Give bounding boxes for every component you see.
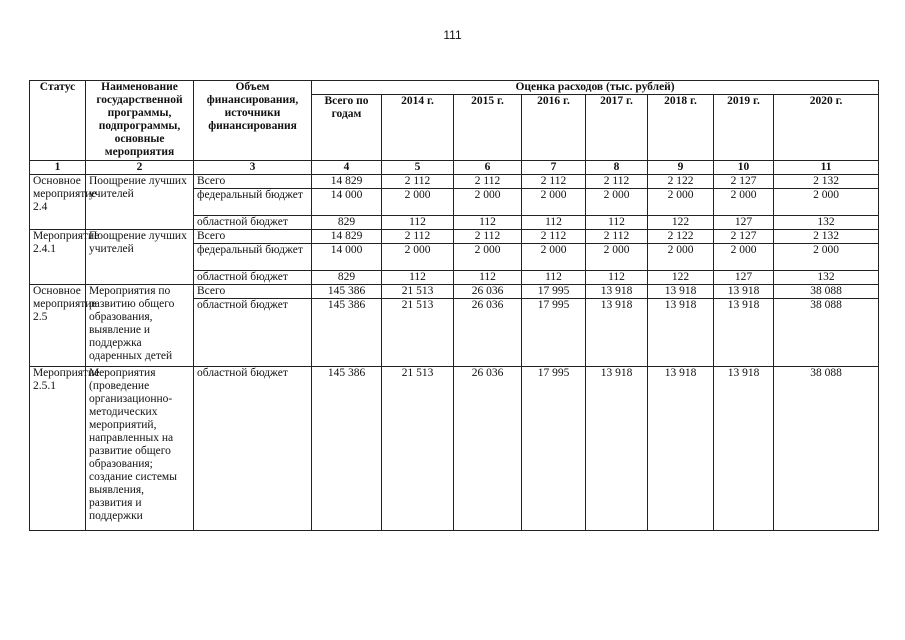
funding-source-cell: федеральный бюджет	[194, 244, 312, 271]
total-value-cell: 145 386	[312, 285, 382, 299]
year-value-cell: 112	[454, 271, 522, 285]
year-value-cell: 2 000	[648, 244, 714, 271]
column-number: 5	[382, 161, 454, 175]
year-value-cell: 38 088	[774, 299, 879, 367]
year-value-cell: 2 122	[648, 230, 714, 244]
year-value-cell: 112	[382, 216, 454, 230]
year-value-cell: 17 995	[522, 299, 586, 367]
year-value-cell: 2 112	[454, 230, 522, 244]
funding-source-cell: Всего	[194, 230, 312, 244]
year-value-cell: 2 132	[774, 175, 879, 189]
column-number: 3	[194, 161, 312, 175]
year-value-cell: 2 112	[454, 175, 522, 189]
funding-source-cell: Всего	[194, 175, 312, 189]
year-value-cell: 2 000	[382, 189, 454, 216]
year-value-cell: 132	[774, 271, 879, 285]
status-cell: Основное мероприятие 2.5	[30, 285, 86, 367]
table-row	[30, 230, 879, 244]
total-value-cell: 14 000	[312, 189, 382, 216]
total-value-cell: 145 386	[312, 367, 382, 531]
header-year: 2016 г.	[522, 95, 586, 161]
year-value-cell: 26 036	[454, 285, 522, 299]
funding-source-cell: Всего	[194, 285, 312, 299]
year-value-cell: 21 513	[382, 367, 454, 531]
column-number: 4	[312, 161, 382, 175]
funding-source-cell: областной бюджет	[194, 299, 312, 367]
total-value-cell: 14 829	[312, 175, 382, 189]
header-year: 2015 г.	[454, 95, 522, 161]
year-value-cell: 2 112	[586, 230, 648, 244]
year-value-cell: 13 918	[648, 285, 714, 299]
status-cell: Основное мероприятие 2.4	[30, 175, 86, 230]
total-value-cell: 14 000	[312, 244, 382, 271]
funding-source-cell: областной бюджет	[194, 367, 312, 531]
year-value-cell: 127	[714, 216, 774, 230]
year-value-cell: 112	[522, 271, 586, 285]
year-value-cell: 2 000	[774, 244, 879, 271]
year-value-cell: 26 036	[454, 367, 522, 531]
year-value-cell: 13 918	[586, 299, 648, 367]
year-value-cell: 2 112	[382, 230, 454, 244]
year-value-cell: 122	[648, 216, 714, 230]
status-cell: Мероприятие 2.5.1	[30, 367, 86, 531]
column-number-row	[30, 161, 879, 175]
year-value-cell: 2 127	[714, 230, 774, 244]
year-value-cell: 2 000	[586, 244, 648, 271]
year-value-cell: 2 000	[714, 189, 774, 216]
funding-source-cell: федеральный бюджет	[194, 189, 312, 216]
header-row	[30, 81, 879, 95]
year-value-cell: 2 127	[714, 175, 774, 189]
year-value-cell: 2 132	[774, 230, 879, 244]
year-value-cell: 13 918	[586, 367, 648, 531]
year-value-cell: 13 918	[714, 299, 774, 367]
year-value-cell: 112	[522, 216, 586, 230]
column-number: 6	[454, 161, 522, 175]
header-status: Статус	[30, 81, 86, 161]
year-value-cell: 17 995	[522, 367, 586, 531]
year-value-cell: 2 000	[454, 189, 522, 216]
header-year: 2014 г.	[382, 95, 454, 161]
column-number: 8	[586, 161, 648, 175]
table-row	[30, 285, 879, 299]
year-value-cell: 13 918	[586, 285, 648, 299]
year-value-cell: 2 000	[648, 189, 714, 216]
year-value-cell: 112	[586, 216, 648, 230]
year-value-cell: 2 122	[648, 175, 714, 189]
year-value-cell: 21 513	[382, 299, 454, 367]
table-row	[30, 175, 879, 189]
program-name-cell: Поощрение лучших учителей	[86, 175, 194, 230]
year-value-cell: 2 000	[454, 244, 522, 271]
column-number: 7	[522, 161, 586, 175]
year-value-cell: 2 000	[586, 189, 648, 216]
year-value-cell: 2 000	[382, 244, 454, 271]
header-total: Всего по годам	[312, 95, 382, 161]
expense-table	[29, 80, 879, 531]
total-value-cell: 14 829	[312, 230, 382, 244]
header-funding: Объем финансирования, источники финансирования	[194, 81, 312, 161]
year-value-cell: 38 088	[774, 285, 879, 299]
year-value-cell: 2 112	[522, 230, 586, 244]
total-value-cell: 829	[312, 216, 382, 230]
column-number: 2	[86, 161, 194, 175]
year-value-cell: 13 918	[714, 285, 774, 299]
table-row	[30, 367, 879, 531]
column-number: 10	[714, 161, 774, 175]
year-value-cell: 13 918	[648, 299, 714, 367]
year-value-cell: 2 000	[522, 244, 586, 271]
funding-source-cell: областной бюджет	[194, 216, 312, 230]
year-value-cell: 2 000	[774, 189, 879, 216]
year-value-cell: 26 036	[454, 299, 522, 367]
header-year: 2020 г.	[774, 95, 879, 161]
funding-source-cell: областной бюджет	[194, 271, 312, 285]
year-value-cell: 127	[714, 271, 774, 285]
table-body	[30, 175, 879, 531]
program-name-cell: Поощрение лучших учителей	[86, 230, 194, 285]
page-number: 111	[443, 28, 462, 42]
header-year: 2019 г.	[714, 95, 774, 161]
header-name: Наименование государственной программы, подпрограммы, основные мероприятия	[86, 81, 194, 161]
status-cell: Мероприятие 2.4.1	[30, 230, 86, 285]
year-value-cell: 17 995	[522, 285, 586, 299]
year-value-cell: 2 112	[382, 175, 454, 189]
year-value-cell: 112	[382, 271, 454, 285]
column-number: 1	[30, 161, 86, 175]
year-value-cell: 112	[586, 271, 648, 285]
column-number: 11	[774, 161, 879, 175]
header-year: 2017 г.	[586, 95, 648, 161]
header-estimate: Оценка расходов (тыс. рублей)	[312, 81, 879, 95]
year-value-cell: 2 000	[714, 244, 774, 271]
column-number: 9	[648, 161, 714, 175]
program-name-cell: Мероприятия (проведение организационно-методических мероприятий, направленных на развитие общего образования; создание системы выявления, развития и поддержки	[86, 367, 194, 531]
program-name-cell: Мероприятия по развитию общего образования, выявление и поддержка одаренных детей	[86, 285, 194, 367]
year-value-cell: 13 918	[648, 367, 714, 531]
year-value-cell: 13 918	[714, 367, 774, 531]
total-value-cell: 829	[312, 271, 382, 285]
header-year: 2018 г.	[648, 95, 714, 161]
year-value-cell: 132	[774, 216, 879, 230]
year-value-cell: 21 513	[382, 285, 454, 299]
year-value-cell: 2 112	[522, 175, 586, 189]
year-value-cell: 112	[454, 216, 522, 230]
total-value-cell: 145 386	[312, 299, 382, 367]
year-value-cell: 122	[648, 271, 714, 285]
year-value-cell: 2 112	[586, 175, 648, 189]
year-value-cell: 38 088	[774, 367, 879, 531]
year-value-cell: 2 000	[522, 189, 586, 216]
